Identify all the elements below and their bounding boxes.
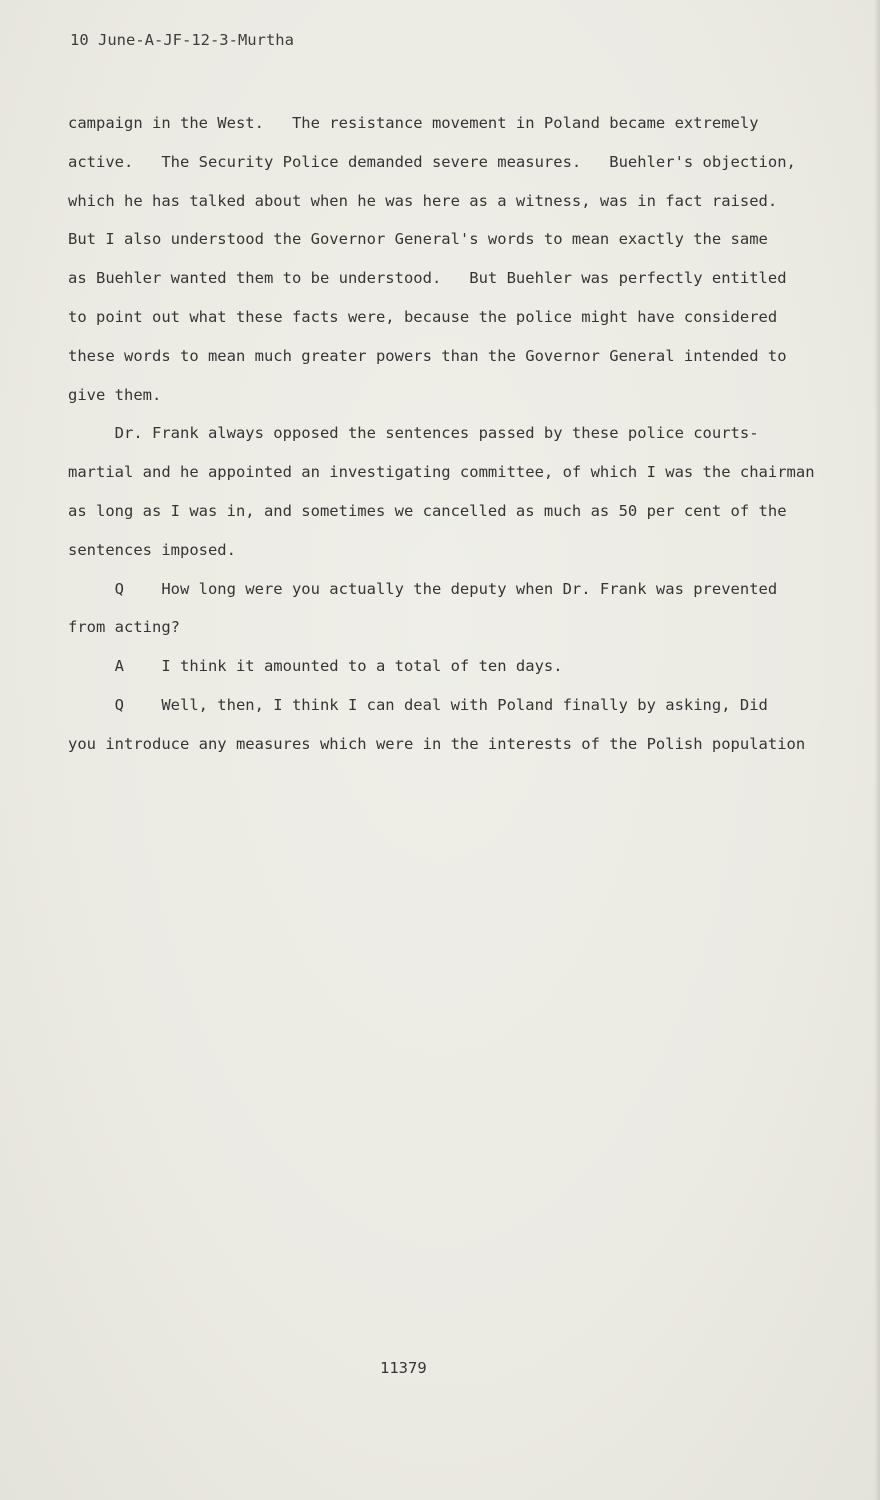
text-line: you introduce any measures which were in the interests of the Polish population [68, 734, 806, 753]
text-line: which he has talked about when he was here as a witness, was in fact raised. [68, 191, 778, 210]
text-line: But I also understood the Governor General's words to mean exactly the same [68, 230, 768, 249]
text-line: Q Well, then, I think I can deal with Poland finally by asking, Did [68, 695, 768, 714]
body-text [68, 104, 868, 764]
text-line: as long as I was in, and sometimes we cancelled as much as 50 per cent of the [68, 501, 787, 520]
text-line: as Buehler wanted them to be understood. But Buehler was perfectly entitled [68, 269, 787, 288]
text-line: these words to mean much greater powers than the Governor General intended to [68, 346, 787, 365]
text-line: A I think it amounted to a total of ten days. [68, 657, 563, 676]
text-line: from acting? [68, 618, 180, 637]
text-line: campaign in the West. The resistance movement in Poland became extremely [68, 114, 759, 132]
text-line: Dr. Frank always opposed the sentences passed by these police courts- [68, 424, 759, 443]
text-line: martial and he appointed an investigating committee, of which I was the chairman [68, 463, 815, 482]
text-line: active. The Security Police demanded severe measures. Buehler's objection, [68, 152, 796, 171]
text-line: give them. [68, 385, 162, 404]
page-header: 10 June-A-JF-12-3-Murtha [70, 31, 294, 49]
text-line: to point out what these facts were, because the police might have considered [68, 307, 778, 326]
text-line: Q How long were you actually the deputy when Dr. Frank was prevented [68, 579, 778, 598]
page-number: 11379 [380, 1359, 427, 1377]
page-edge [874, 0, 880, 1500]
text-line: sentences imposed. [68, 540, 236, 559]
